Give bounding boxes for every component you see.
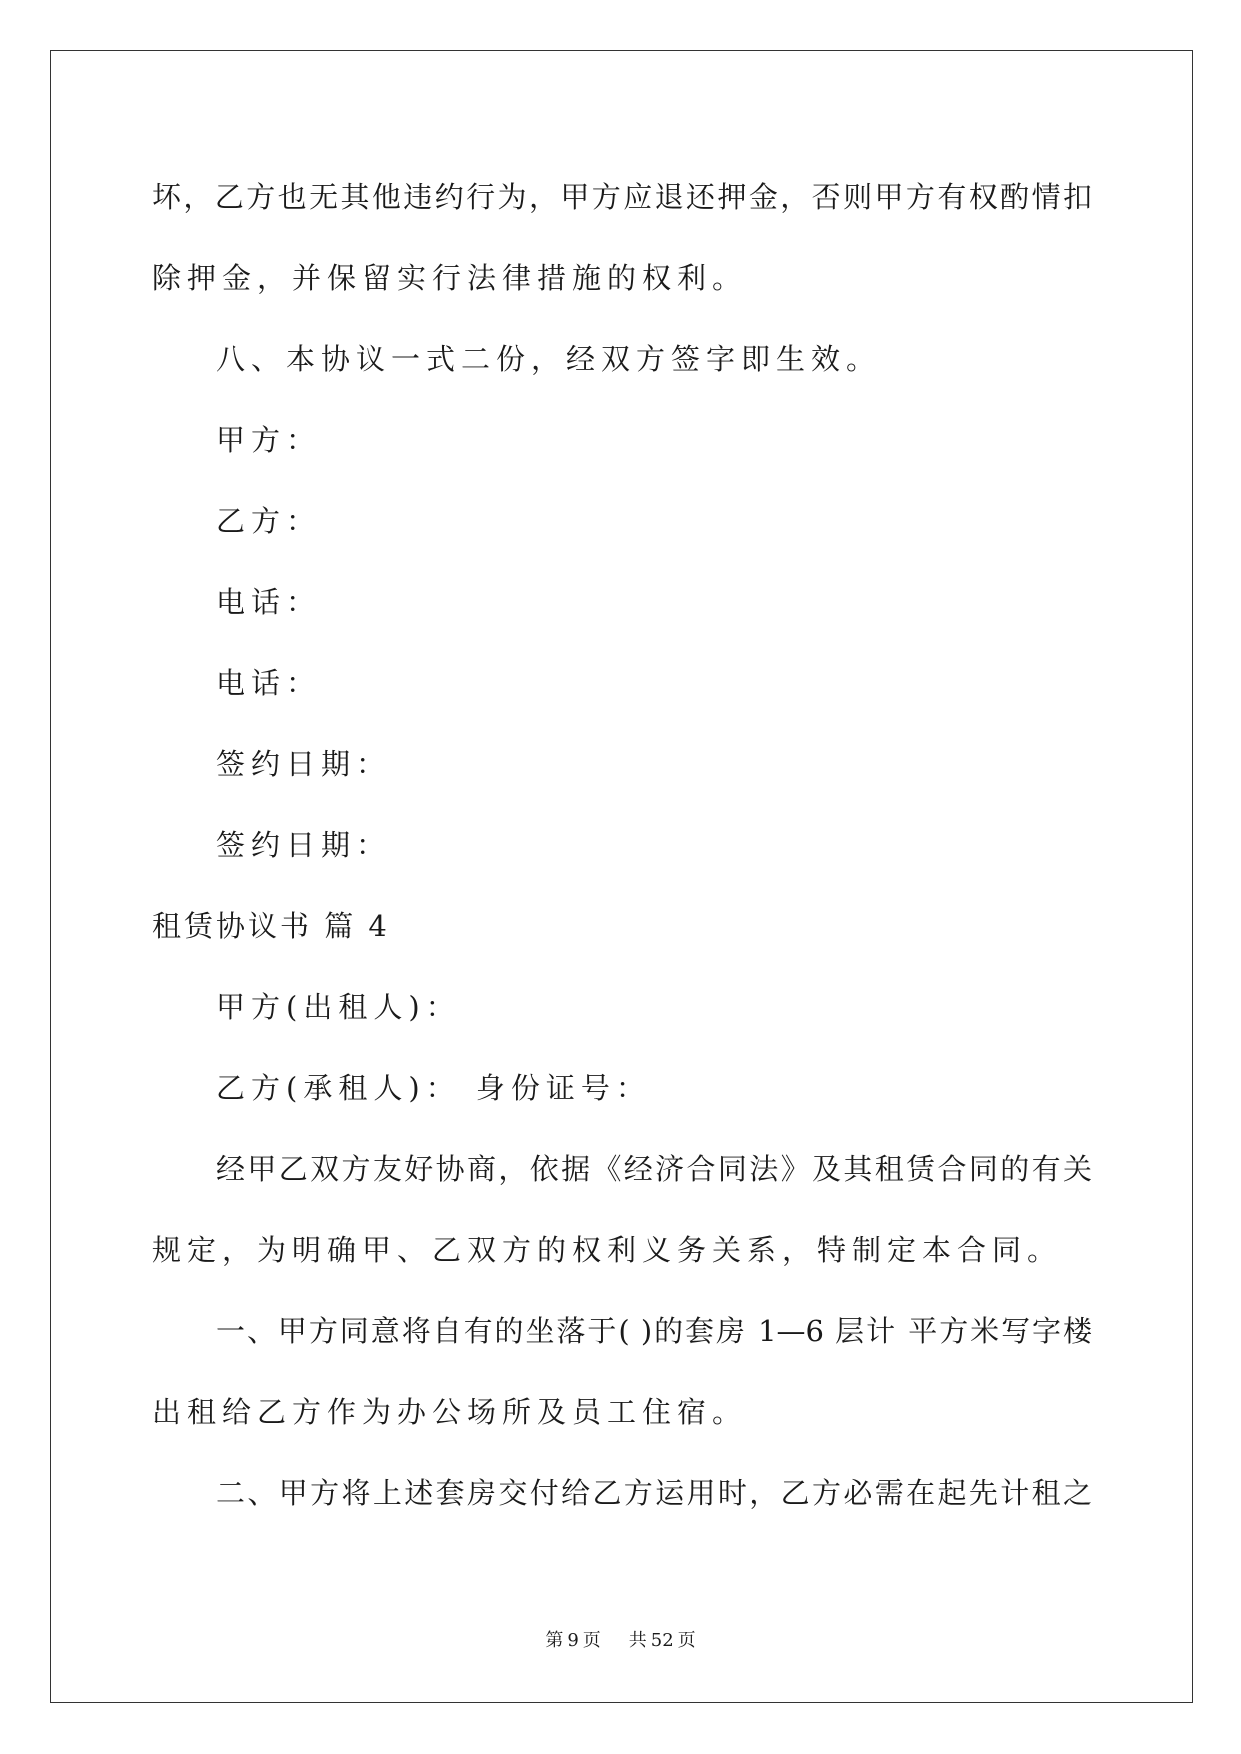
- total-pages: 52: [650, 1630, 674, 1651]
- text-line: 电话：: [216, 585, 322, 619]
- document-body: [152, 160, 1092, 1537]
- page-number: 9: [567, 1630, 579, 1651]
- total-suffix: 页: [677, 1630, 696, 1651]
- text-line: 一、甲方同意将自有的坐落于( )的套房 1—6 层计 平方米写字楼: [216, 1314, 1092, 1348]
- text-line: 签约日期：: [216, 747, 392, 781]
- text-line: 出租给乙方作为办公场所及员工住宿。: [152, 1395, 748, 1429]
- section-heading: 租赁协议书 篇 4: [152, 909, 390, 943]
- page-prefix: 第: [545, 1630, 564, 1651]
- text-line: 除押金，并保留实行法律措施的权利。: [152, 261, 748, 295]
- text-line: 规定，为明确甲、乙双方的权利义务关系，特制定本合同。: [152, 1233, 1063, 1267]
- total-prefix: 共: [628, 1630, 647, 1651]
- text-line: 甲方(出租人)：: [216, 990, 461, 1024]
- text-line: 乙方：: [216, 504, 322, 538]
- text-line: 乙方(承租人)： 身份证号：: [216, 1071, 651, 1105]
- text-line: 二、甲方将上述套房交付给乙方运用时，乙方必需在起先计租之: [216, 1476, 1092, 1510]
- text-line: 电话：: [216, 666, 322, 700]
- text-line: 签约日期：: [216, 828, 392, 862]
- text-line: 八、本协议一式二份，经双方签字即生效。: [216, 342, 882, 376]
- page-suffix: 页: [582, 1630, 601, 1651]
- text-line: 经甲乙双方友好协商，依据《经济合同法》及其租赁合同的有关: [216, 1152, 1092, 1186]
- text-line: 坏，乙方也无其他违约行为，甲方应退还押金，否则甲方有权酌情扣: [152, 180, 1092, 214]
- page-footer: [0, 1626, 1241, 1652]
- text-line: 甲方：: [216, 423, 322, 457]
